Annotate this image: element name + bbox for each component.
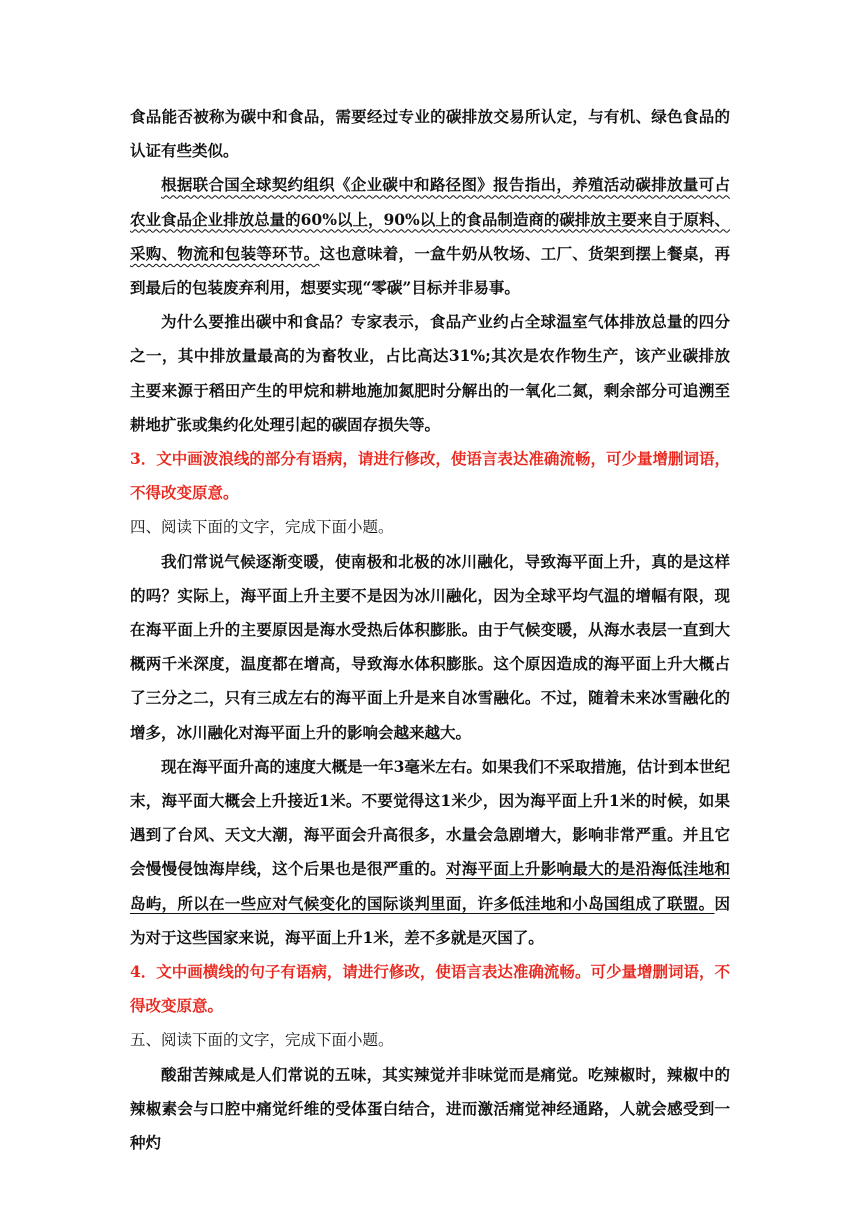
underlined-sentence: 对海平面上升影响最大的是沿海低洼地和岛屿，所以在一些应对气候变化的国际谈判里面，许多低洼地和小岛国组成了联盟。 <box>130 859 730 913</box>
paragraph-sea-level-rate <box>130 750 730 955</box>
section-5-heading: 五、阅读下面的文字，完成下面小题。 <box>130 1031 394 1050</box>
paragraph-sea-level-causes: 我们常说气候逐渐变暖，使南极和北极的冰川融化，导致海平面上升，真的是这样的吗？实际上，海平面上升主要不是因为冰川融化，因为全球平均气温的增幅有限，现在海平面上升的主要原因是海水受热后体积膨胀。由于气候变暖，从海水表层一直到大概两千米深度，温度都在增高，导致海水体积膨胀。这个原因造成的海平面上升大概占了三分之二，只有三成左右的海平面上升是来自冰雪融化。不过，随着未来冰雪融化的增多，冰川融化对海平面上升的影响会越来越大。 <box>130 551 730 742</box>
paragraph-carbon-neutral-certification: 食品能否被称为碳中和食品，需要经过专业的碳排放交易所认定，与有机、绿色食品的认证有些类似。 <box>130 107 730 161</box>
paragraph-carbon-emission-sources <box>130 168 730 305</box>
question-3: 3．文中画波浪线的部分有语病，请进行修改，使语言表达准确流畅，可少量增删词语，不得改变原意。 <box>130 449 730 503</box>
paragraph-text: 因为对于这些国家来说，海平面上升1米，差不多就是灭国了。 <box>130 893 730 947</box>
wavy-underlined-sentence: 根据联合国全球契约组织《企业碳中和路径图》报告指出，养殖活动碳排放量可占农业食品企业排放总量的60%以上，90%以上的食品制造商的碳排放主要来自于原料、采购、物流和包装等环节。 <box>130 175 730 263</box>
paragraph-text: 这也意味着，一盒牛奶从牧场、工厂、货架到摆上餐桌，再到最后的包装废弃利用，想要实现“零碳”目标并非易事。 <box>130 243 730 298</box>
paragraph-why-carbon-neutral-food: 为什么要推出碳中和食品？专家表示，食品产业约占全球温室气体排放总量的四分之一，其中排放量最高的为畜牧业，占比高达31%;其次是农作物生产，该产业碳排放主要来源于稻田产生的甲烷和耕地施加氮肥时分解出的一氧化二氮，剩余部分可追溯至耕地扩张或集约化处理引起的碳固存损失等。 <box>130 312 730 434</box>
paragraph-text: 现在海平面升高的速度大概是一年3毫米左右。如果我们不采取措施，估计到本世纪末，海平面大概会上升接近1米。不要觉得这1米少，因为海平面上升1米的时候，如果遇到了台风、天文大潮，海平面会升高很多，水量会急剧增大，影响非常严重。并且它会慢慢侵蚀海岸线，这个后果也是很严重的。 <box>130 756 730 879</box>
document-page <box>130 100 730 1160</box>
section-4-heading: 四、阅读下面的文字，完成下面小题。 <box>130 518 394 537</box>
question-4: 4．文中画横线的句子有语病，请进行修改，使语言表达准确流畅。可少量增删词语，不得改变原意。 <box>130 962 730 1016</box>
paragraph-five-flavors: 酸甜苦辣咸是人们常说的五味，其实辣觉并非味觉而是痛觉。吃辣椒时，辣椒中的辣椒素会与口腔中痛觉纤维的受体蛋白结合，进而激活痛觉神经通路，人就会感受到一种灼 <box>130 1064 730 1153</box>
